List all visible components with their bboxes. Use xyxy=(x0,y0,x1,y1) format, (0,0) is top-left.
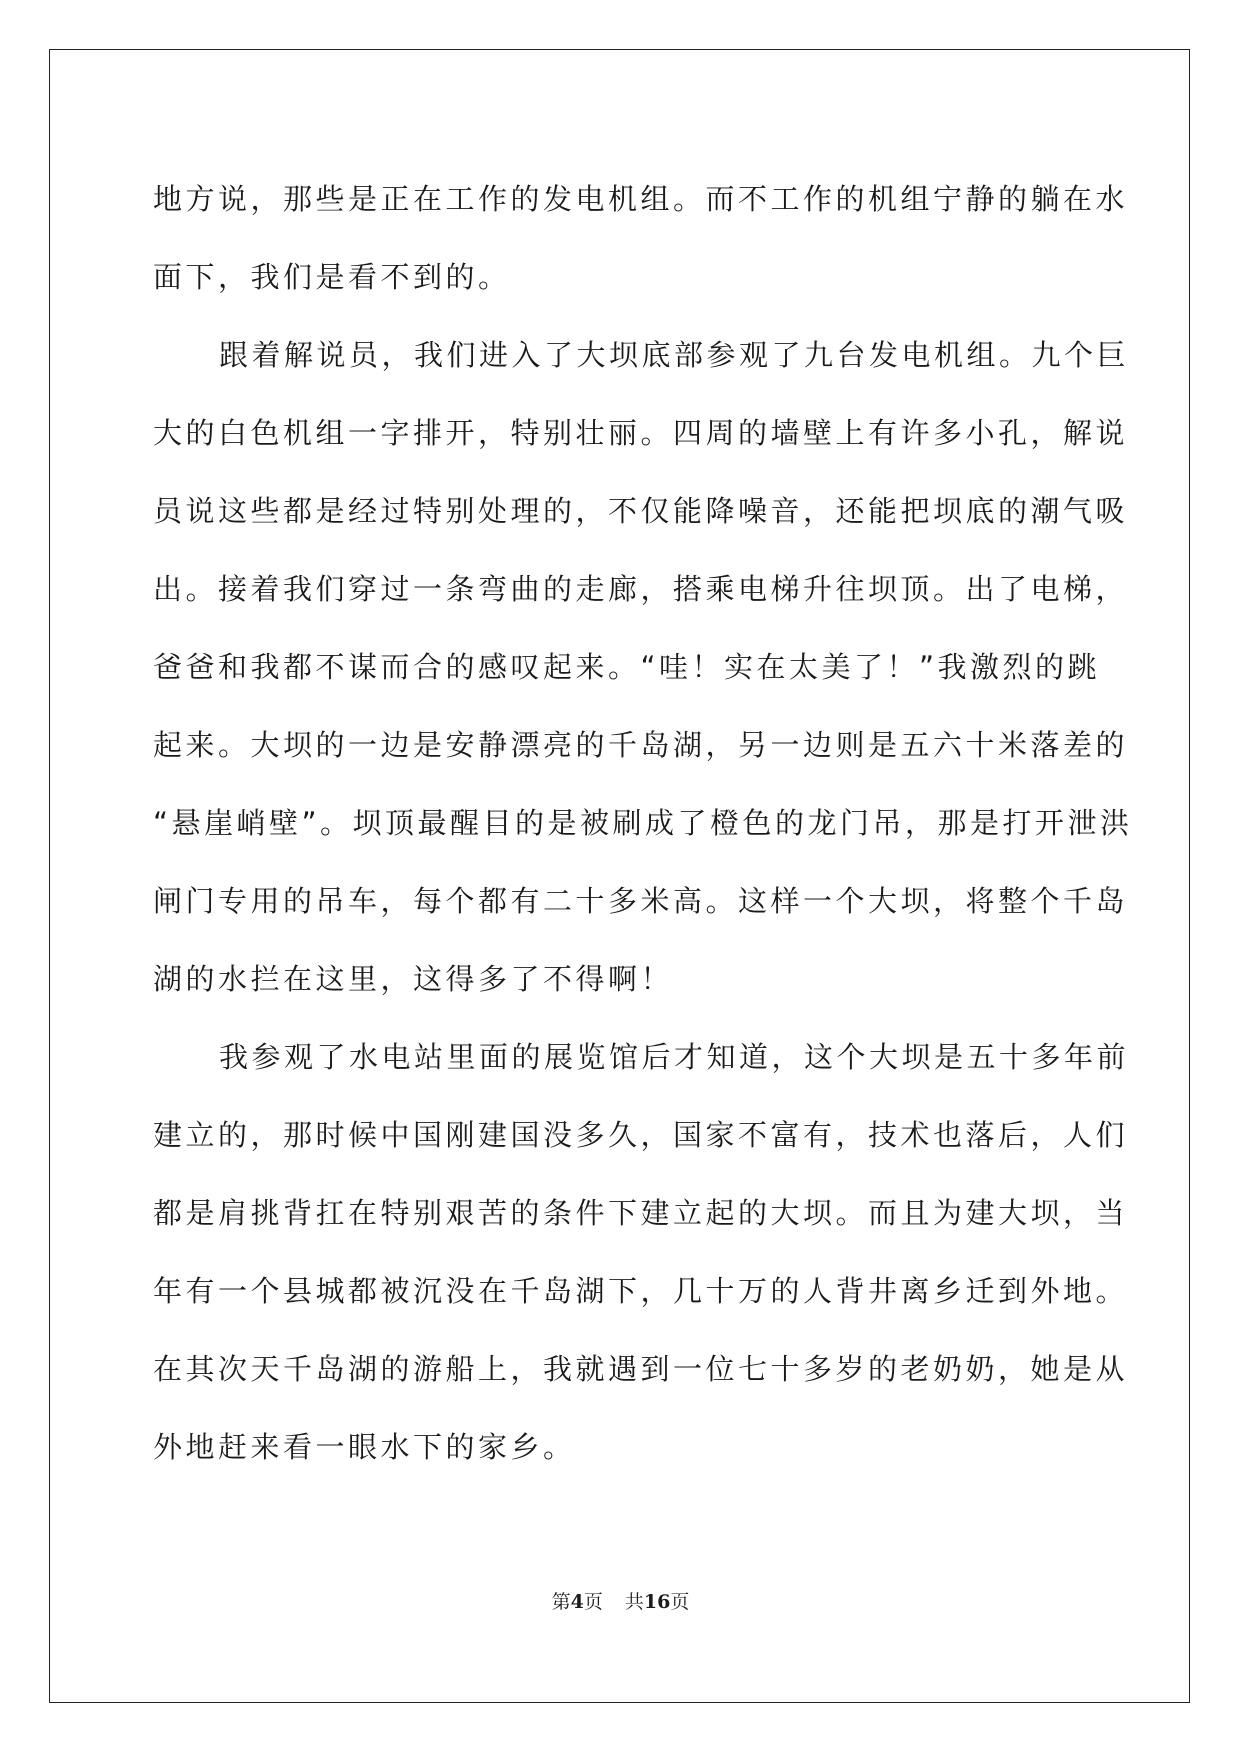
text-line: 出。接着我们穿过一条弯曲的走廊，搭乘电梯升往坝顶。出了电梯， xyxy=(153,572,1129,606)
text-line: 年有一个县城都被沉没在千岛湖下，几十万的人背井离乡迁到外地。 xyxy=(153,1274,1129,1308)
text-line: 起来。大坝的一边是安静漂亮的千岛湖，另一边则是五六十米落差的 xyxy=(153,728,1129,762)
text-line: 都是肩挑背扛在特别艰苦的条件下建立起的大坝。而且为建大坝，当 xyxy=(153,1196,1129,1230)
page-suffix: 页 xyxy=(583,1591,603,1613)
paragraph-2 xyxy=(153,316,1130,394)
paragraph-3-continued xyxy=(153,1096,1129,1486)
text-line: 员说这些都是经过特别处理的，不仅能降噪音，还能把坝底的潮气吸 xyxy=(153,494,1129,528)
text-line: 外地赶来看一眼水下的家乡。 xyxy=(153,1430,576,1464)
total-prefix: 共 xyxy=(624,1591,644,1613)
text-line: 我参观了水电站里面的展览馆后才知道，这个大坝是五十多年前 xyxy=(219,1040,1130,1074)
text-line: 湖的水拦在这里，这得多了不得啊！ xyxy=(153,962,674,996)
paragraph-2-continued xyxy=(153,394,1133,1018)
text-line: 面下，我们是看不到的。 xyxy=(153,260,511,294)
page-number: 4 xyxy=(570,1591,584,1613)
text-line: 闸门专用的吊车，每个都有二十多米高。这样一个大坝，将整个千岛 xyxy=(153,884,1129,918)
document-body xyxy=(153,160,1133,1486)
text-line: 爸爸和我都不谋而合的感叹起来。“哇！实在太美了！”我激烈的跳 xyxy=(153,650,1101,684)
text-line: 跟着解说员，我们进入了大坝底部参观了九台发电机组。九个巨 xyxy=(219,338,1130,372)
total-suffix: 页 xyxy=(670,1591,690,1613)
text-line: 大的白色机组一字排开，特别壮丽。四周的墙壁上有许多小孔，解说 xyxy=(153,416,1129,450)
text-line: 地方说，那些是正在工作的发电机组。而不工作的机组宁静的躺在水 xyxy=(153,182,1129,216)
paragraph-1 xyxy=(153,160,1129,316)
total-pages: 16 xyxy=(643,1591,671,1613)
text-line: 建立的，那时候中国刚建国没多久，国家不富有，技术也落后，人们 xyxy=(153,1118,1129,1152)
text-line: 在其次天千岛湖的游船上，我就遇到一位七十多岁的老奶奶，她是从 xyxy=(153,1352,1129,1386)
page-prefix: 第 xyxy=(551,1591,571,1613)
page-footer xyxy=(0,1587,1241,1614)
paragraph-3 xyxy=(153,1018,1130,1096)
text-line: “悬崖峭壁”。坝顶最醒目的是被刷成了橙色的龙门吊，那是打开泄洪 xyxy=(153,806,1133,840)
